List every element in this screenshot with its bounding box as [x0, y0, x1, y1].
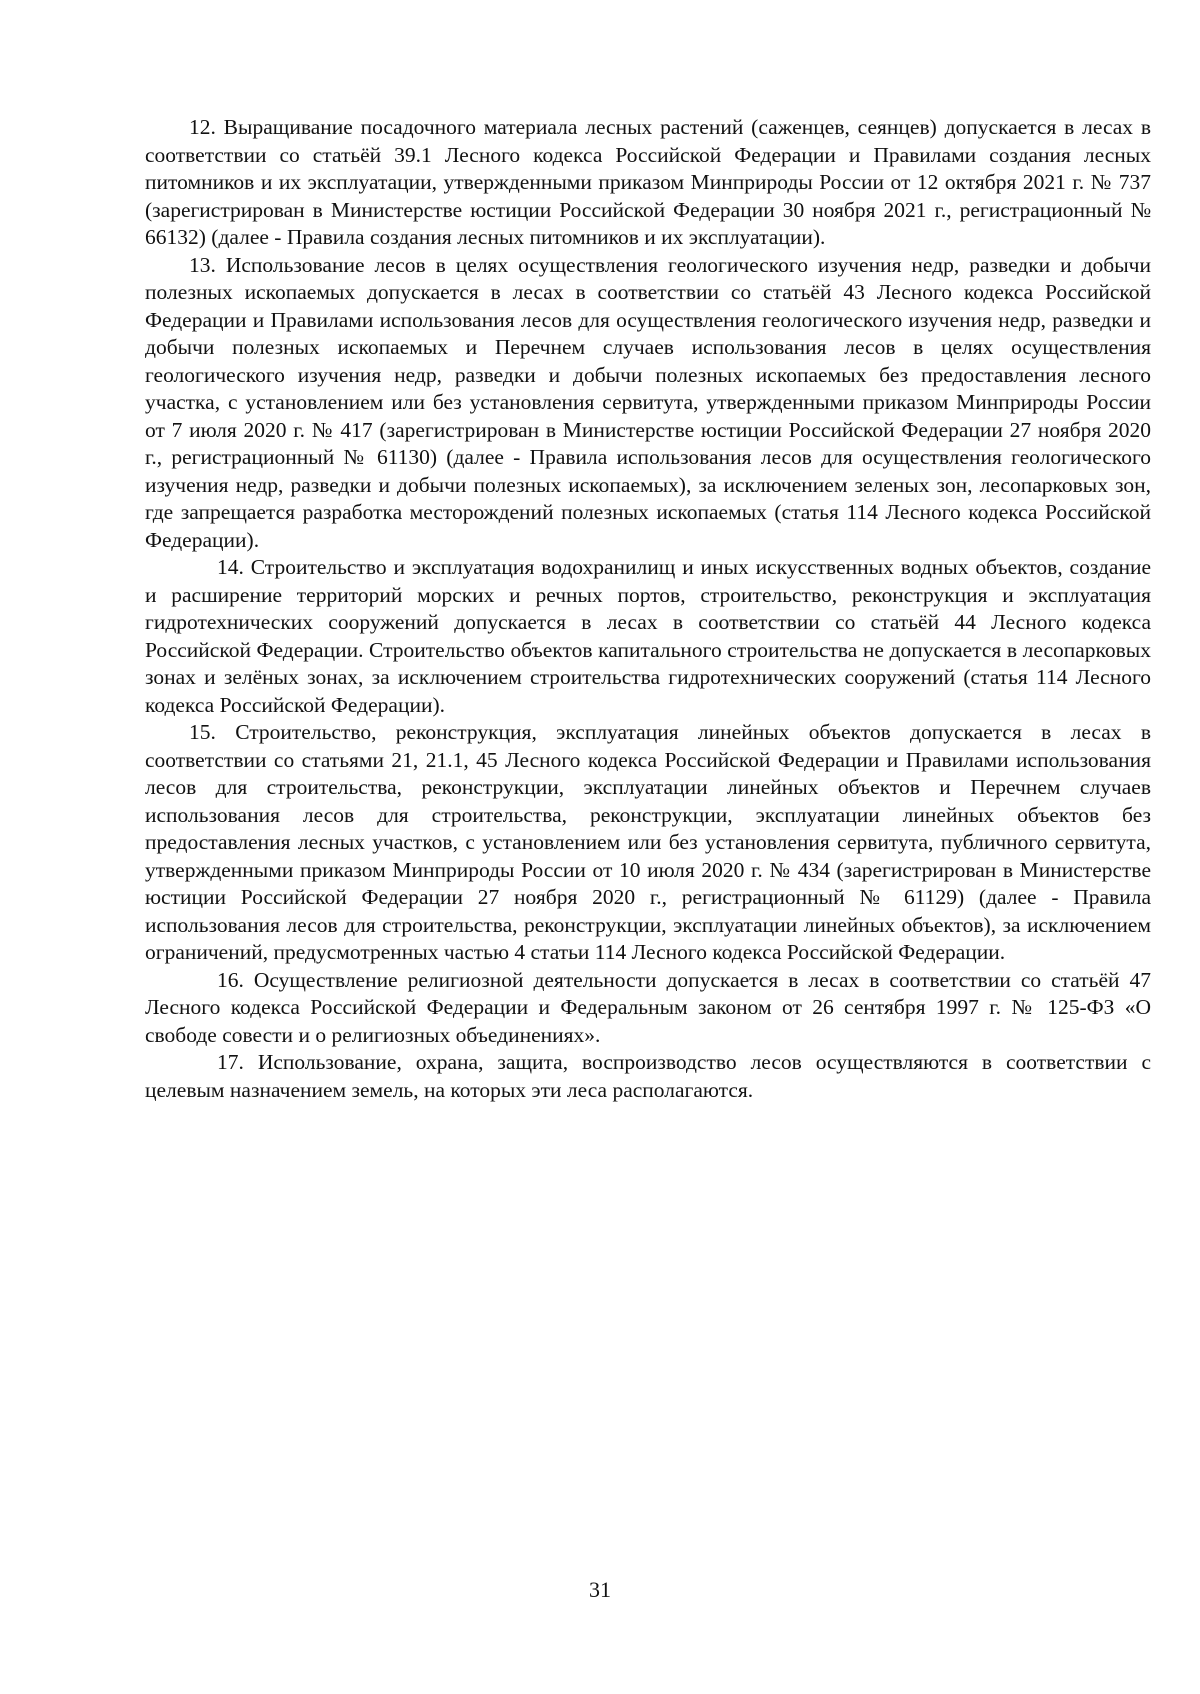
document-body: [145, 114, 1151, 1104]
paragraph-14: 14. Строительство и эксплуатация водохранилищ и иных искусственных водных объектов, создание и расширение территорий морских и речных портов, строительство, реконструкция и эксплуатация гидротехнических сооружений допускается в лесах в соответствии со статьёй 44 Лесного кодекса Российской Федерации. Строительство объектов капитального строительства не допускается в лесопарковых зонах и зелёных зонах, за исключением строительства гидротехнических сооружений (статья 114 Лесного кодекса Российской Федерации).: [145, 555, 1151, 717]
paragraph-15: 15. Строительство, реконструкция, эксплуатация линейных объектов допускается в лесах в соответствии со статьями 21, 21.1, 45 Лесного кодекса Российской Федерации и Правилами использования лесов для строительства, реконструкции, эксплуатации линейных объектов и Перечнем случаев использования лесов для строительства, реконструкции, эксплуатации линейных объектов без предоставления лесных участков, с установлением или без установления сервитута, публичного сервитута, утвержденными приказом Минприроды России от 10 июля 2020 г. № 434 (зарегистрирован в Министерстве юстиции Российской Федерации 27 ноября 2020 г., регистрационный № 61129) (далее - Правила использования лесов для строительства, реконструкции, эксплуатации линейных объектов), за исключением ограничений, предусмотренных частью 4 статьи 114 Лесного кодекса Российской Федерации.: [145, 720, 1151, 964]
paragraph-13: 13. Использование лесов в целях осуществления геологического изучения недр, разведки и добычи полезных ископаемых допускается в лесах в соответствии со статьёй 43 Лесного кодекса Российской Федерации и Правилами использования лесов для осуществления геологического изучения недр, разведки и добычи полезных ископаемых и Перечнем случаев использования лесов в целях осуществления геологического изучения недр, разведки и добычи полезных ископаемых без предоставления лесного участка, с установлением или без установления сервитута, утвержденными приказом Минприроды России от 7 июля 2020 г. № 417 (зарегистрирован в Министерстве юстиции Российской Федерации 27 ноября 2020 г., регистрационный № 61130) (далее - Правила использования лесов для осуществления геологического изучения недр, разведки и добычи полезных ископаемых), за исключением зеленых зон, лесопарковых зон, где запрещается разработка месторождений полезных ископаемых (статья 114 Лесного кодекса Российской Федерации).: [145, 252, 1151, 552]
page-number: 31: [589, 1577, 611, 1602]
paragraph-17: 17. Использование, охрана, защита, воспроизводство лесов осуществляются в соответствии с целевым назначением земель, на которых эти леса располагаются.: [145, 1050, 1151, 1102]
paragraph-16: 16. Осуществление религиозной деятельности допускается в лесах в соответствии со статьёй 47 Лесного кодекса Российской Федерации и Федеральным законом от 26 сентября 1997 г. № 125-ФЗ «О свободе совести и о религиозных объединениях».: [145, 967, 1151, 1047]
paragraph-12: 12. Выращивание посадочного материала лесных растений (саженцев, сеянцев) допускается в лесах в соответствии со статьёй 39.1 Лесного кодекса Российской Федерации и Правилами создания лесных питомников и их эксплуатации, утвержденными приказом Минприроды России от 12 октября 2021 г. № 737 (зарегистрирован в Министерстве юстиции Российской Федерации 30 ноября 2021 г., регистрационный № 66132) (далее - Правила создания лесных питомников и их эксплуатации).: [145, 115, 1151, 249]
